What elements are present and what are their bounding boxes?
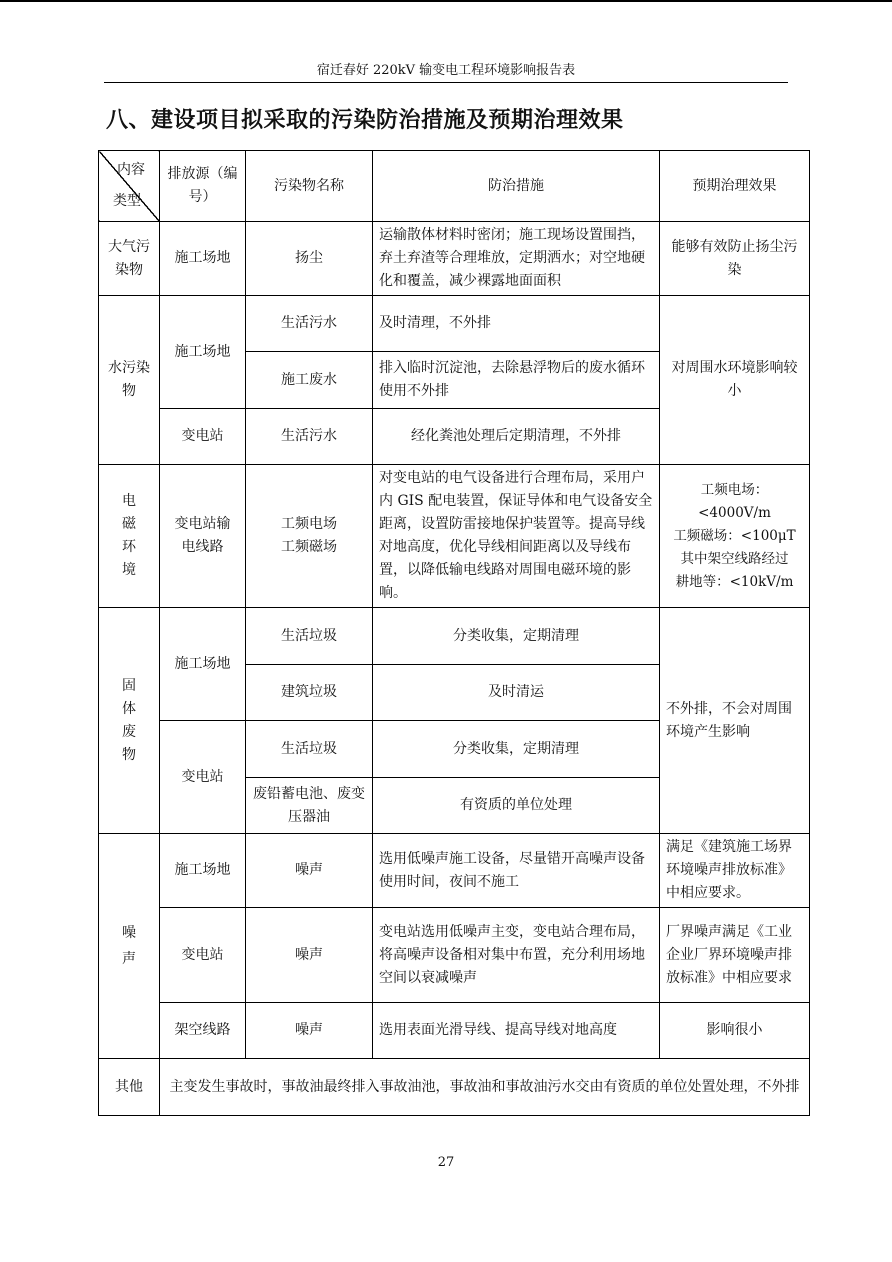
- pollutant-cell: 扬尘: [246, 222, 373, 296]
- pollutant-cell: 建筑垃圾: [246, 665, 373, 721]
- header-type-label: 类型: [113, 193, 141, 209]
- measure-cell: 排入临时沉淀池，去除悬浮物后的废水循环使用不外排: [373, 352, 660, 409]
- pollutant-cell: 工频电场工频磁场: [246, 465, 373, 608]
- pollutant-cell: 生活垃圾: [246, 608, 373, 665]
- header-rule: [104, 82, 788, 83]
- measure-cell: 对变电站的电气设备进行合理布局，采用户内 GIS 配电装置，保证导体和电气设备安全距离，设置防雷接地保护装置等。提高导线对地高度，优化导线相间距离以及导线布置，以降低输电线路对周围电磁环境的影响。: [373, 465, 660, 608]
- source-cell: 施工场地: [160, 222, 246, 296]
- pollution-measures-table: [98, 150, 810, 1116]
- other-description: 主变发生事故时，事故油最终排入事故油池，事故油和事故油污水交由有资质的单位处置处理，不外排: [160, 1059, 810, 1116]
- type-air: 大气污染物: [99, 222, 160, 296]
- table-row: [99, 834, 810, 908]
- page-number: 27: [437, 1155, 455, 1170]
- header-effect: 预期治理效果: [660, 151, 810, 222]
- effect-cell: 能够有效防止扬尘污染: [660, 222, 810, 296]
- header-measure: 防治措施: [373, 151, 660, 222]
- source-cell: 施工场地: [160, 608, 246, 721]
- pollutant-cell: 生活污水: [246, 296, 373, 352]
- source-cell: 变电站输电线路: [160, 465, 246, 608]
- measure-cell: 及时清理，不外排: [373, 296, 660, 352]
- table-row: [99, 465, 810, 608]
- pollutant-cell: 废铅蓄电池、废变压器油: [246, 778, 373, 834]
- source-cell: 变电站: [160, 409, 246, 465]
- pollutant-cell: 施工废水: [246, 352, 373, 409]
- table-row: [99, 1003, 810, 1059]
- table-row: [99, 908, 810, 1003]
- source-cell: 施工场地: [160, 834, 246, 908]
- measure-cell: 有资质的单位处理: [373, 778, 660, 834]
- type-water: 水污染物: [99, 296, 160, 465]
- source-cell: 变电站: [160, 908, 246, 1003]
- pollutant-cell: 噪声: [246, 834, 373, 908]
- source-cell: 变电站: [160, 721, 246, 834]
- type-solid-waste: 固体废物: [99, 608, 160, 834]
- measure-cell: 运输散体材料时密闭；施工现场设置围挡，弃土弃渣等合理堆放，定期洒水；对空地硬化和覆盖，减少裸露地面面积: [373, 222, 660, 296]
- table-header-row: [99, 151, 810, 222]
- pollutant-cell: 噪声: [246, 1003, 373, 1059]
- effect-cell: 对周围水环境影响较小: [660, 296, 810, 465]
- header-content-label: 内容: [117, 162, 145, 178]
- table-row: [99, 296, 810, 352]
- header-pollutant: 污染物名称: [246, 151, 373, 222]
- measure-cell: 分类收集，定期清理: [373, 721, 660, 778]
- effect-cell: 厂界噪声满足《工业企业厂界环境噪声排放标准》中相应要求: [660, 908, 810, 1003]
- section-title: 八、建设项目拟采取的污染防治措施及预期治理效果: [106, 108, 624, 133]
- pollutant-cell: 生活垃圾: [246, 721, 373, 778]
- header-diagonal-cell: [99, 151, 160, 222]
- measure-cell: 变电站选用低噪声主变，变电站合理布局，将高噪声设备相对集中布置，充分利用场地空间以衰减噪声: [373, 908, 660, 1003]
- measure-cell: 选用低噪声施工设备，尽量错开高噪声设备使用时间，夜间不施工: [373, 834, 660, 908]
- type-other: 其他: [99, 1059, 160, 1116]
- measure-cell: 及时清运: [373, 665, 660, 721]
- measure-cell: 经化粪池处理后定期清理，不外排: [373, 409, 660, 465]
- effect-cell: 工频电场： <4000V/m 工频磁场：<100μT 其中架空线路经过 耕地等：<10kV/m: [660, 465, 810, 608]
- source-cell: 架空线路: [160, 1003, 246, 1059]
- effect-cell: 满足《建筑施工场界环境噪声排放标准》中相应要求。: [660, 834, 810, 908]
- table-row: [99, 608, 810, 665]
- pollutant-cell: 生活污水: [246, 409, 373, 465]
- header-source: 排放源（编号）: [160, 151, 246, 222]
- pollutant-cell: 噪声: [246, 908, 373, 1003]
- measure-cell: 选用表面光滑导线、提高导线对地高度: [373, 1003, 660, 1059]
- table-row: [99, 222, 810, 296]
- source-cell: 施工场地: [160, 296, 246, 409]
- top-border: [0, 0, 892, 2]
- type-electromagnetic: 电磁环境: [99, 465, 160, 608]
- table-row: [99, 1059, 810, 1116]
- effect-cell: 影响很小: [660, 1003, 810, 1059]
- type-noise: 噪声: [99, 834, 160, 1059]
- measure-cell: 分类收集，定期清理: [373, 608, 660, 665]
- effect-cell: 不外排，不会对周围环境产生影响: [660, 608, 810, 834]
- document-header: 宿迁春好 220kV 输变电工程环境影响报告表: [316, 63, 576, 78]
